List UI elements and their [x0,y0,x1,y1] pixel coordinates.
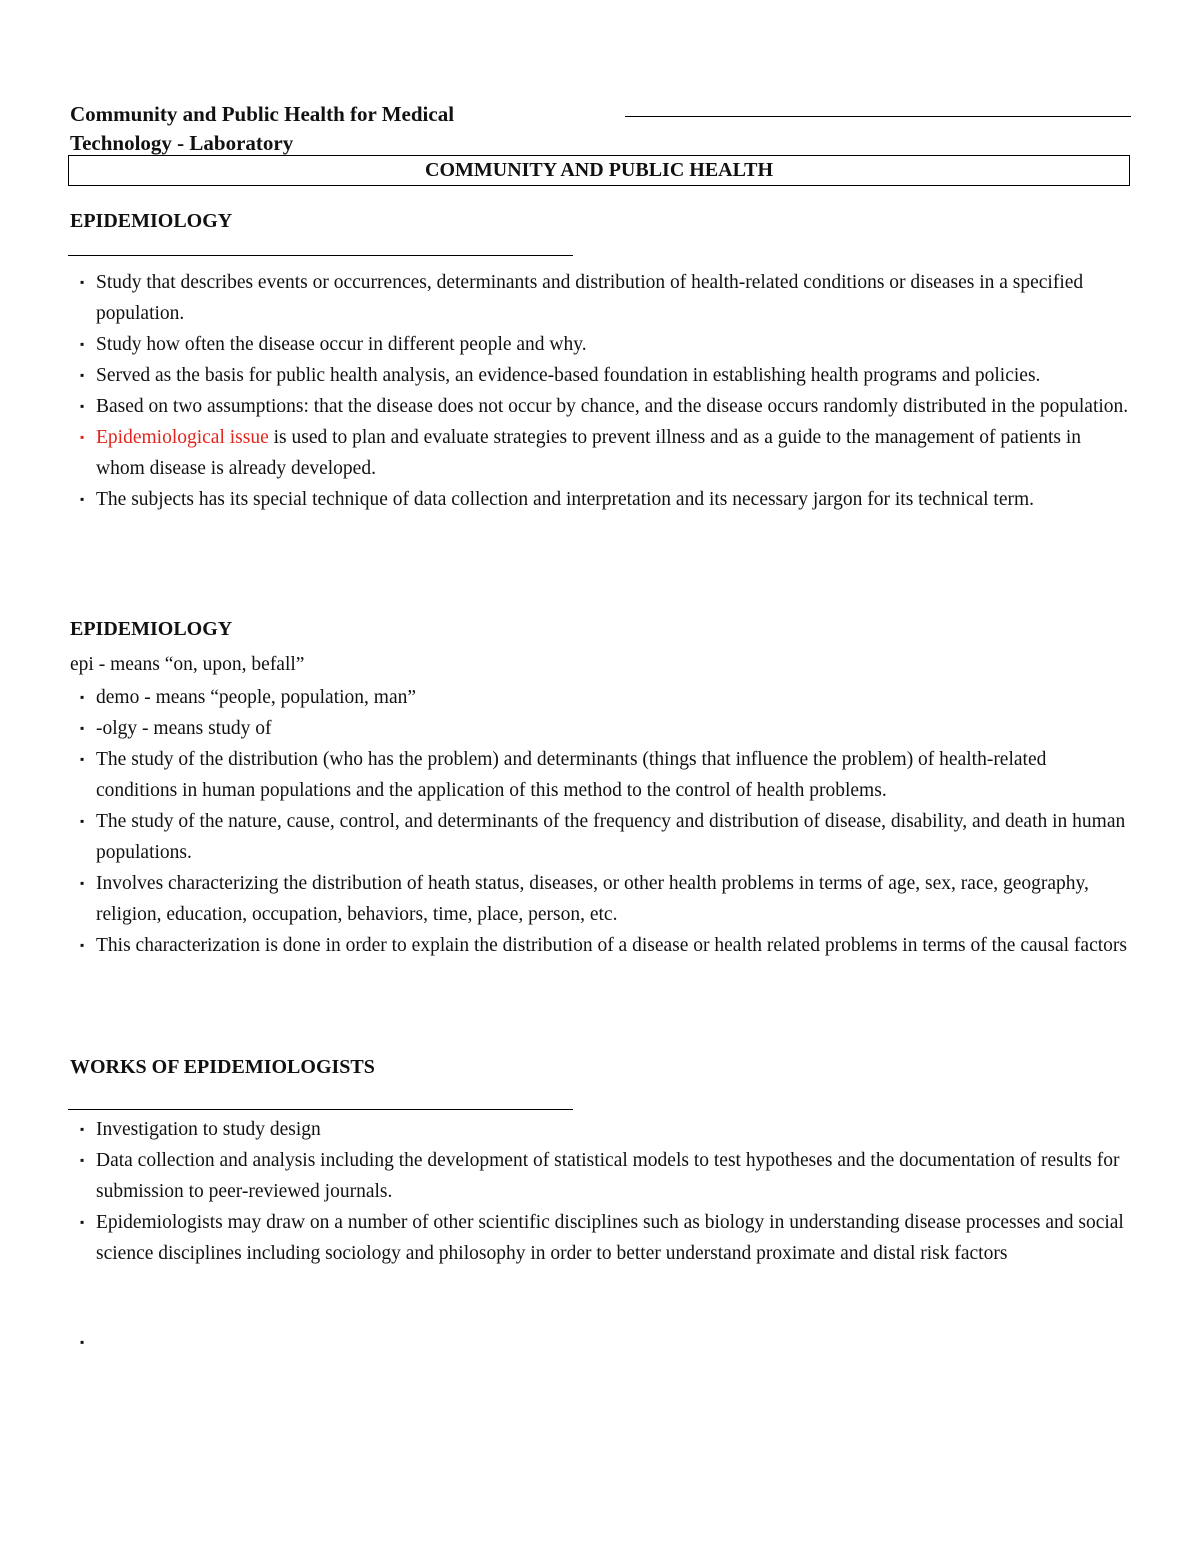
bullet-icon: ▪ [80,690,85,704]
list-item: ▪ demo - means “people, population, man” [70,682,1130,713]
bullet-icon: ▪ [80,876,85,890]
epidemiology-list [70,267,1130,515]
course-title-line1: Community and Public Health for Medical [70,102,455,126]
course-title [70,100,454,158]
list-item: ▪ Served as the basis for public health analysis, an evidence-based foundation in establishing health programs and policies. [70,360,1130,391]
list-item: ▪ Data collection and analysis including the development of statistical models to test hypotheses and the documentation of results for submission to peer-reviewed journals. [70,1145,1130,1207]
bullet-icon: ▪ [80,1122,85,1136]
list-item: ▪ Study that describes events or occurrences, determinants and distribution of health-related conditions or diseases in a specified population. [70,267,1130,329]
list-item: ▪ -olgy - means study of [70,713,1130,744]
bullet-icon: ▪ [80,938,85,952]
list-item: ▪ Investigation to study design [70,1114,1130,1145]
bullet-icon: ▪ [80,814,85,828]
header-rule [625,116,1131,117]
section-rule [68,1109,573,1110]
bullet-icon: ▪ [80,721,85,735]
etymology-list [70,682,1130,961]
banner: COMMUNITY AND PUBLIC HEALTH [68,155,1130,186]
highlight-term: Epidemiological issue [96,427,269,448]
bullet-icon: ▪ [80,275,85,289]
works-list [70,1114,1130,1269]
etymology-intro: epi - means “on, upon, befall” [70,654,305,675]
section-heading-works: WORKS OF EPIDEMIOLOGISTS [70,1056,375,1078]
list-item: ▪ Epidemiological issue is used to plan and evaluate strategies to prevent illness and as a guide to the management of patients in whom disease is already developed. [70,422,1130,484]
list-item: ▪ The study of the nature, cause, control, and determinants of the frequency and distribution of disease, disability, and death in human populations. [70,806,1130,868]
list-item: ▪ The subjects has its special technique of data collection and interpretation and its necessary jargon for its technical term. [70,484,1130,515]
section-heading-epidemiology-2: EPIDEMIOLOGY [70,618,233,640]
bullet-icon: ▪ [80,337,85,351]
bullet-icon: ▪ [80,1153,85,1167]
course-title-line2: Technology - Laboratory [70,131,294,155]
list-item: ▪ Study how often the disease occur in different people and why. [70,329,1130,360]
bullet-icon: ▪ [80,492,85,506]
bullet-icon: ▪ [80,368,85,382]
section-heading-epidemiology: EPIDEMIOLOGY [70,210,233,232]
list-item: ▪ This characterization is done in order to explain the distribution of a disease or health related problems in terms of the causal factors [70,930,1130,961]
section-rule [68,255,573,256]
bullet-icon: ▪ [80,752,85,766]
list-item: ▪ Epidemiologists may draw on a number of other scientific disciplines such as biology in understanding disease processes and social science disciplines including sociology and philosophy in order to better understand proximate and distal risk factors [70,1207,1130,1269]
list-item: ▪ The study of the distribution (who has the problem) and determinants (things that influence the problem) of health-related conditions in human populations and the application of this method to the control of health problems. [70,744,1130,806]
empty-bullet-icon: ▪ [80,1335,85,1349]
list-item: ▪ Based on two assumptions: that the disease does not occur by chance, and the disease occurs randomly distributed in the population. [70,391,1130,422]
list-item: ▪ Involves characterizing the distribution of heath status, diseases, or other health problems in terms of age, sex, race, geography, religion, education, occupation, behaviors, time, place, person, etc. [70,868,1130,930]
bullet-icon: ▪ [80,1215,85,1229]
bullet-icon: ▪ [80,430,85,444]
bullet-icon: ▪ [80,399,85,413]
